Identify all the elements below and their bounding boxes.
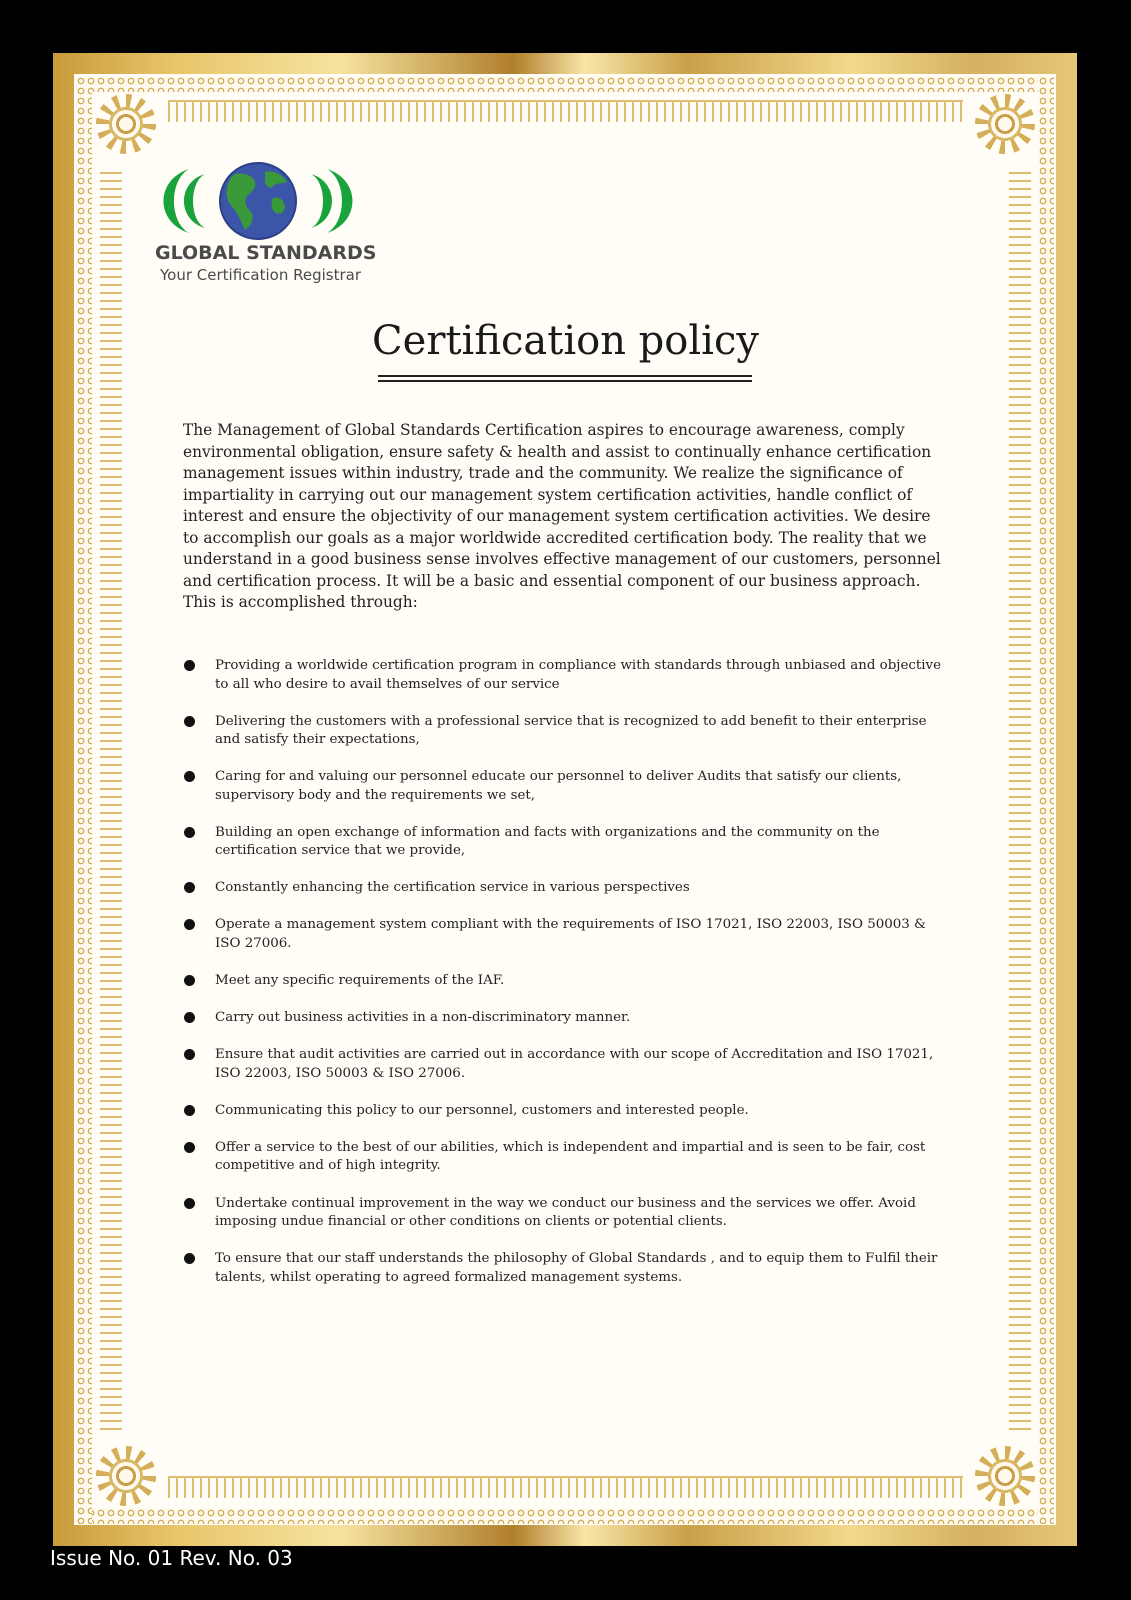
list-item [183, 1046, 943, 1083]
list-item [183, 768, 943, 805]
policy-list [183, 657, 943, 1306]
list-item [183, 1102, 943, 1121]
bullet-icon [184, 1198, 195, 1209]
issue-revision-label: Issue No. 01 Rev. No. 03 [50, 1546, 293, 1570]
intro-paragraph: The Management of Global Standards Certification aspires to encourage awareness, comply environmental obligation, ensure safety & health and assist to continually enhance certification management issues within industry, trade and the community. We realize the significance of impartiality in carrying out our management system certification activities, handle conflict of interest and ensure the objectivity of our management system certification activities. We desire to accomplish our goals as a major worldwide accredited certification body. The reality that we understand in a good business sense involves effective management of our customers, personnel and certification process. It will be a basic and essential component of our business approach. This is accomplished through: [183, 421, 941, 611]
bullet-icon [184, 1142, 195, 1153]
bullet-icon [184, 660, 195, 671]
list-item [183, 657, 943, 694]
list-item [183, 713, 943, 750]
list-item [183, 1250, 943, 1287]
bullet-icon [184, 716, 195, 727]
logo-tagline: Your Certification Registrar [160, 266, 361, 284]
bullet-icon [184, 1253, 195, 1264]
bullet-icon [184, 882, 195, 893]
list-item-text: Carry out business activities in a non-discriminatory manner. [215, 1010, 631, 1026]
list-item-text: Providing a worldwide certification program in compliance with standards through unbiased and objective to all who desire to avail themselves of our service [215, 658, 942, 692]
list-item [183, 1139, 943, 1176]
list-item-text: Undertake continual improvement in the way we conduct our business and the services we offer. Avoid imposing undue financial or other conditions on clients or potential clients. [215, 1195, 916, 1230]
bullet-icon [184, 1049, 195, 1060]
list-item-text: Caring for and valuing our personnel educate our personnel to deliver Audits that satisfy our clients, supervisory body and the requirements we set, [215, 769, 902, 803]
list-item-text: Building an open exchange of information and facts with organizations and the community on the certification service that we provide, [215, 824, 880, 859]
bullet-icon [184, 975, 195, 986]
list-item-text: Meet any specific requirements of the IAF. [215, 973, 505, 989]
bullet-icon [184, 1012, 195, 1023]
title-double-underline [378, 375, 752, 382]
list-item [183, 879, 943, 898]
logo-company-name: GLOBAL STANDARDS [155, 242, 377, 264]
page-title: Certification policy [372, 318, 759, 364]
list-item-text: Ensure that audit activities are carried out in accordance with our scope of Accreditation and ISO 17021, ISO 22003, ISO 50003 & ISO 27006. [215, 1047, 934, 1081]
list-item [183, 1195, 943, 1232]
list-item-text: Constantly enhancing the certification service in various perspectives [215, 880, 690, 896]
list-item-text: Delivering the customers with a professional service that is recognized to add benefit to their enterprise and satisfy their expectations, [215, 713, 927, 748]
list-item [183, 824, 943, 861]
bullet-icon [184, 919, 195, 930]
bullet-icon [184, 771, 195, 782]
list-item [183, 916, 943, 953]
bullet-icon [184, 1105, 195, 1116]
list-item-text: To ensure that our staff understands the philosophy of Global Standards , and to equip them to Fulfil their talents, whilst operating to agreed formalized management systems. [215, 1251, 938, 1285]
list-item-text: Communicating this policy to our personnel, customers and interested people. [215, 1102, 749, 1118]
list-item [183, 1009, 943, 1028]
bullet-icon [184, 827, 195, 838]
list-item [183, 972, 943, 991]
list-item-text: Operate a management system compliant with the requirements of ISO 17021, ISO 22003, ISO 50003 & ISO 27006. [215, 917, 926, 951]
list-item-text: Offer a service to the best of our abilities, which is independent and impartial and is seen to be fair, cost competitive and of high integrity. [215, 1139, 926, 1174]
